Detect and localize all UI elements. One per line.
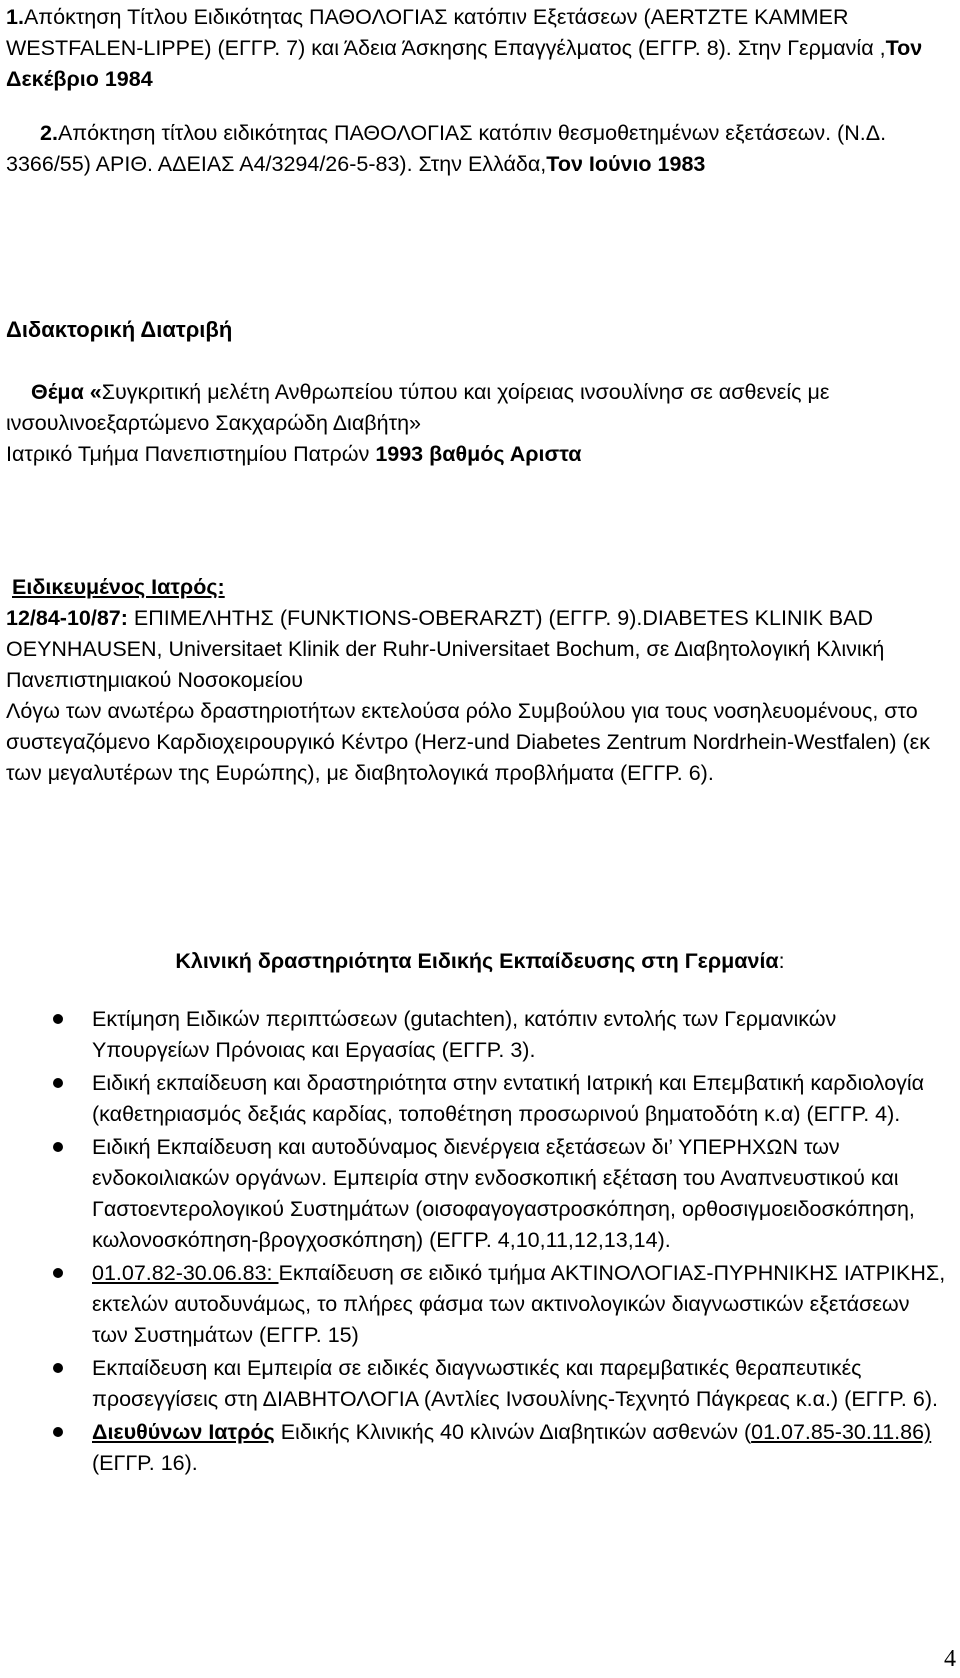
- list-item: Ειδική εκπαίδευση και δραστηριότητα στην εντατική Ιατρική και Επεμβατική καρδιολογία (καθετηριασμός δεξιάς καρδίας, τοποθέτηση προσωρινού βηματοδότη κ.α) (ΕΓΓΡ. 4).: [0, 1068, 950, 1130]
- specialist-dates: 12/84-10/87:: [6, 606, 128, 630]
- page-number: 4: [944, 1646, 956, 1672]
- item-number: 1.: [6, 5, 24, 29]
- list-item: Διευθύνων Ιατρός Ειδικής Κλινικής 40 κλινών Διαβητικών ασθενών (01.07.85-30.11.86) (ΕΓΓΡ. 16).: [0, 1417, 950, 1479]
- list-item: Εκπαίδευση και Εμπειρία σε ειδικές διαγνωστικές και παρεμβατικές θεραπευτικές προσεγγίσεις στη ΔΙΑΒΗΤΟΛΟΓΙΑ (Αντλίες Ινσουλίνης-Τεχνητό Πάγκρεας κ.α.) (ΕΓΓΡ. 6).: [0, 1353, 950, 1415]
- phd-heading: Διδακτορική Διατριβή: [6, 317, 233, 342]
- theme-label: Θέμα «: [31, 380, 102, 404]
- bullet-icon: [53, 1014, 63, 1024]
- list-item: Ειδική Εκπαίδευση και αυτοδύναμος διενέργεια εξετάσεων δι’ ΥΠΕΡΗΧΩΝ των ενδοκοιλιακών οργάνων. Εμπειρία στην ενδοσκοπική εξέταση του Αναπνευστικού και Γαστοεντερολογικού Συστημάτων (οισοφαγογαστροσκόπηση, ορθοσιγμοειδοσκόπηση, κωλονοσκόπηση-βρογχοσκόπηση) (ΕΓΓΡ. 4,10,11,12,13,14).: [0, 1132, 950, 1256]
- theme-text: Συγκριτική μελέτη Ανθρωπείου τύπου και χοίρειας ινσουλίνησ σε ασθενείς με ινσουλινοεξαρτώμενο Σακχαρώδη Διαβήτη»: [6, 380, 830, 435]
- bullet-icon: [53, 1268, 63, 1278]
- bullet-icon: [53, 1363, 63, 1373]
- title-item-1: [6, 2, 946, 95]
- title-date: Τον Δεκέβριο 1984: [6, 36, 923, 91]
- clinical-heading: Κλινική δραστηριότητα Ειδικής Εκπαίδευσης στη Γερμανία:: [175, 949, 785, 973]
- institution-name: Ιατρικό Τμήμα Πανεπιστημίου Πατρών: [6, 442, 370, 466]
- specialist-heading-text: Ειδικευμένος Ιατρός:: [12, 575, 225, 599]
- period-date: 01.07.82-30.06.83:: [92, 1261, 279, 1285]
- bullet-icon: [53, 1078, 63, 1088]
- director-title: Διευθύνων Ιατρός: [92, 1420, 275, 1444]
- phd-theme: [6, 377, 946, 439]
- phd-institution: [6, 439, 946, 470]
- specialist-role: ΕΠΙΜΕΛΗΤΗΣ (FUNKTIONS-OBERARZT) (ΕΓΓΡ. 9).: [127, 606, 643, 630]
- title-item-2: [6, 118, 946, 180]
- item-number: 2.: [40, 121, 58, 145]
- clinical-heading-text: Κλινική δραστηριότητα Ειδικής Εκπαίδευσης στη Γερμανία: [175, 949, 779, 973]
- title-date: Τον Ιούνιο 1983: [546, 152, 706, 176]
- bullet-icon: [53, 1142, 63, 1152]
- specialist-consult: Λόγω των ανωτέρω δραστηριοτήτων εκτελούσα ρόλο Συμβούλου για τους νοσηλευομένους, στο συστεγαζόμενο Καρδιοχειρουργικό Κέντρο (Herz-und Diabetes Zentrum Nordrhein-Westfalen) (εκ των μεγαλυτέρων της Ευρώπης), με διαβητολογικά προβλήματα (ΕΓΓΡ. 6).: [6, 699, 930, 785]
- bullet-icon: [53, 1427, 63, 1437]
- list-item: 01.07.82-30.06.83: Εκπαίδευση σε ειδικό τμήμα ΑΚΤΙΝΟΛΟΓΙΑΣ-ΠΥΡΗΝΙΚΗΣ ΙΑΤΡΙΚΗΣ, εκτελών αυτοδυνάμως, το πλήρες φάσμα των ακτινολογικών διαγνωστικών εξετάσεων των Συστημάτων (ΕΓΓΡ. 15): [0, 1258, 950, 1351]
- title-text: Απόκτηση τίτλου ειδικότητας ΠΑΘΟΛΟΓΙΑΣ κατόπιν θεσμοθετημένων εξετάσεων. (Ν.Δ. 3366/55) ΑΡΙΘ. ΑΔΕΙΑΣ Α4/3294/26-5-83). Στην Ελλάδα,: [6, 121, 887, 176]
- specialist-clinic: DIABETES KLINIK BAD OEYNHAUSEN, Universitaet Klinik der Ruhr-Universitaet Bochum, σε Διαβητολογική Κλινική Πανεπιστημιακού Νοσοκομείου: [6, 606, 885, 692]
- list-item: Εκτίμηση Ειδικών περιπτώσεων (gutachten), κατόπιν εντολής των Γερμανικών Υπουργείων Πρόνοιας και Εργασίας (ΕΓΓΡ. 3).: [0, 1004, 950, 1066]
- title-text: Απόκτηση Τίτλου Ειδικότητας ΠΑΘΟΛΟΓΙΑΣ κατόπιν Εξετάσεων (AERTZTE KAMMER WESTFALEN-LIPPE) (ΕΓΓΡ. 7) και Άδεια Άσκησης Επαγγέλματος (ΕΓΓΡ. 8). Στην Γερμανία ,: [6, 5, 886, 60]
- phd-grade: 1993 βαθμός Αριστα: [375, 442, 582, 466]
- specialist-heading: [12, 572, 952, 603]
- clinical-activities-list: [0, 1004, 950, 1481]
- period-date: 01.07.85-30.11.86): [751, 1420, 932, 1444]
- specialist-details: [6, 603, 946, 789]
